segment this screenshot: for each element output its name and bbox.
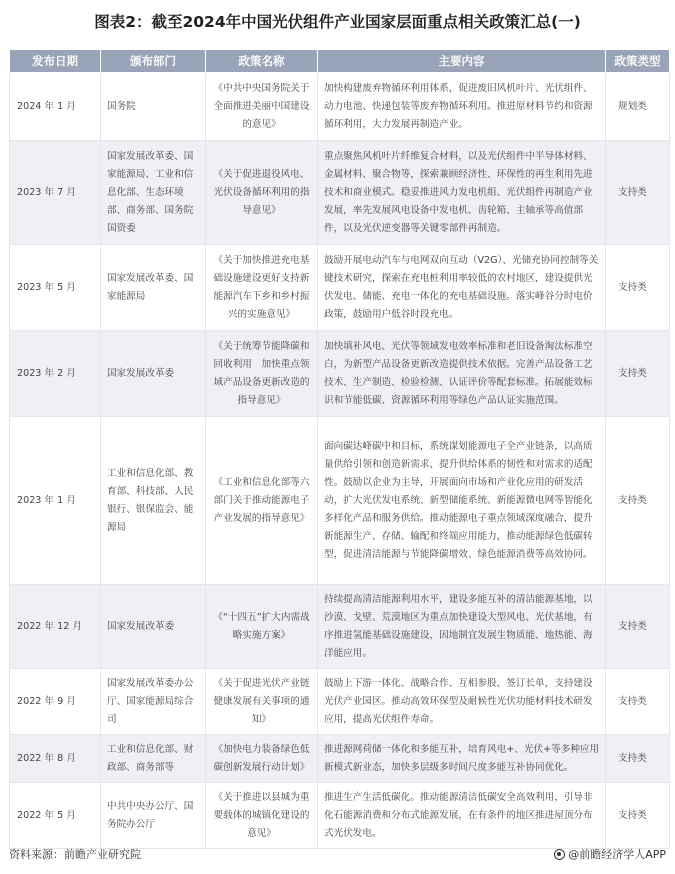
table-row (10, 73, 670, 141)
cell-type: 支持类 (606, 585, 670, 669)
cell-content: 推进生产生活低碳化。推动能源清洁低碳安全高效利用，引导非化石能源消费和分布式能源发展，在有条件的地区推进屋顶分布式光伏发电。 (318, 783, 606, 849)
cell-dept: 国家发展改革委、国家能源局、工业和信息化部、生态环境部、商务部、国务院国资委 (101, 141, 206, 245)
cell-date: 2023 年 5 月 (10, 245, 101, 331)
cell-dept: 工业和信息化部、教育部、科技部、人民银行、银保监会、能源局 (101, 417, 206, 585)
cell-content: 鼓励开展电动汽车与电网双向互动（V2G）、光储充协同控制等关键技术研究，探索在充电桩利用率较低的农村地区，建设提供光伏发电、储能、充电一体化的充电基础设施。落实峰谷分时电价政策，鼓励用户低谷时段充电。 (318, 245, 606, 331)
header-content: 主要内容 (318, 50, 606, 73)
brand-credit-text: @前瞻经济学人APP (568, 848, 666, 861)
cell-content: 重点聚焦风机叶片纤维复合材料，以及光伏组件中半导体材料、金属材料、聚合物等，探索兼顾经济性、环保性的再生利用先进技术和商业模式。稳妥推进风力发电机组、光伏组件再制造产业发展，率先发展风电设备中发电机、齿轮箱、主轴承等高值部件，以及光伏逆变器等关键零部件再制造。 (318, 141, 606, 245)
cell-type: 规划类 (606, 73, 670, 141)
cell-dept: 国家发展改革委 (101, 331, 206, 417)
cell-content: 持续提高清洁能源利用水平，建设多能互补的清洁能源基地，以沙漠、戈壁、荒漠地区为重点加快建设大型风电、光伏基地，有序推进氢能基础设施建设，因地制宜发展生物质能、地热能、海洋能应用。 (318, 585, 606, 669)
cell-dept: 国务院 (101, 73, 206, 141)
table-row (10, 735, 670, 783)
cell-type: 支持类 (606, 669, 670, 735)
header-name: 政策名称 (206, 50, 318, 73)
table-row (10, 417, 670, 585)
header-dept: 颁布部门 (101, 50, 206, 73)
cell-dept: 中共中央办公厅、国务院办公厅 (101, 783, 206, 849)
cell-dept: 工业和信息化部、财政部、商务部等 (101, 735, 206, 783)
cell-name: 《关于促进光伏产业链健康发展有关事项的通知》 (206, 669, 318, 735)
cell-date: 2023 年 7 月 (10, 141, 101, 245)
cell-type: 支持类 (606, 245, 670, 331)
cell-date: 2023 年 1 月 (10, 417, 101, 585)
table-row (10, 331, 670, 417)
qianzhan-logo-icon (554, 849, 565, 860)
cell-content: 面向碳达峰碳中和目标，系统谋划能源电子全产业链条，以高质量供给引领和创造新需求，提升供给体系的韧性和对需求的适配性。鼓励以企业为主导，开展面向市场和产业化应用的研发活动，扩大光伏发电系统、新型储能系统、新能源微电网等智能化多样化产品和服务供给。推动能源电子重点领域深度融合，提升新能源生产、存储、输配和终端应用能力，推动能源绿色低碳转型，促进清洁能源与节能降碳增效、绿色能源消费等高效协同。 (318, 417, 606, 585)
cell-date: 2024 年 1 月 (10, 73, 101, 141)
header-type: 政策类型 (606, 50, 670, 73)
cell-type: 支持类 (606, 783, 670, 849)
cell-type: 支持类 (606, 417, 670, 585)
cell-name: 《工业和信息化部等六部门关于推动能源电子产业发展的指导意见》 (206, 417, 318, 585)
cell-name: 《“十四五”扩大内需战略实施方案》 (206, 585, 318, 669)
cell-content: 加快构建废弃物循环利用体系，促进废旧风机叶片、光伏组件、动力电池、快递包装等废弃物循环利用。推进原材料节约和资源循环利用，大力发展再制造产业。 (318, 73, 606, 141)
table-row (10, 245, 670, 331)
cell-dept: 国家发展改革委 (101, 585, 206, 669)
cell-dept: 国家发展改革委、国家能源局 (101, 245, 206, 331)
cell-date: 2022 年 9 月 (10, 669, 101, 735)
page-title: 图表2：截至2024年中国光伏组件产业国家层面重点相关政策汇总(一) (94, 13, 581, 31)
cell-name: 《关于推进以县城为重要载体的城镇化建设的意见》 (206, 783, 318, 849)
cell-content: 推进源网荷储一体化和多能互补，培育风电+、光伏+等多种应用新模式新业态，加快多层级多时间尺度多能互补协同优化。 (318, 735, 606, 783)
cell-name: 《加快电力装备绿色低碳创新发展行动计划》 (206, 735, 318, 783)
cell-type: 支持类 (606, 141, 670, 245)
cell-date: 2022 年 5 月 (10, 783, 101, 849)
cell-type: 支持类 (606, 735, 670, 783)
table-row (10, 783, 670, 849)
cell-dept: 国家发展改革委办公厅、国家能源局综合司 (101, 669, 206, 735)
source-note: 资料来源：前瞻产业研究院 (9, 848, 141, 861)
brand-credit (554, 846, 666, 862)
cell-name: 《关于促进退役风电、光伏设备循环利用的指导意见》 (206, 141, 318, 245)
policy-table (9, 49, 670, 849)
header-date: 发布日期 (10, 50, 101, 73)
table-header-row (10, 50, 670, 73)
cell-name: 《中共中央国务院关于全面推进美丽中国建设的意见》 (206, 73, 318, 141)
cell-type: 支持类 (606, 331, 670, 417)
table-row (10, 141, 670, 245)
cell-content: 加快填补风电、光伏等领域发电效率标准和老旧设备淘汰标准空白，为新型产品设备更新改造提供技术依据。完善产品设备工艺技术、生产制造、检验检测、认证评价等配套标准。拓展能效标识和节能低碳、资源循环利用等绿色产品认证实施范围。 (318, 331, 606, 417)
table-row (10, 585, 670, 669)
cell-name: 《关于加快推进充电基础设施建设更好支持新能源汽车下乡和乡村振兴的实施意见》 (206, 245, 318, 331)
cell-name: 《关于统筹节能降碳和回收利用 加快重点领域产品设备更新改造的指导意见》 (206, 331, 318, 417)
cell-date: 2023 年 2 月 (10, 331, 101, 417)
table-row (10, 669, 670, 735)
cell-date: 2022 年 12 月 (10, 585, 101, 669)
cell-content: 鼓励上下游一体化、战略合作、互相参股、签订长单，支持建设光伏产业园区。推动高效环保型及耐候性光伏功能材料技术研发应用，提高光伏组件寿命。 (318, 669, 606, 735)
cell-date: 2022 年 8 月 (10, 735, 101, 783)
